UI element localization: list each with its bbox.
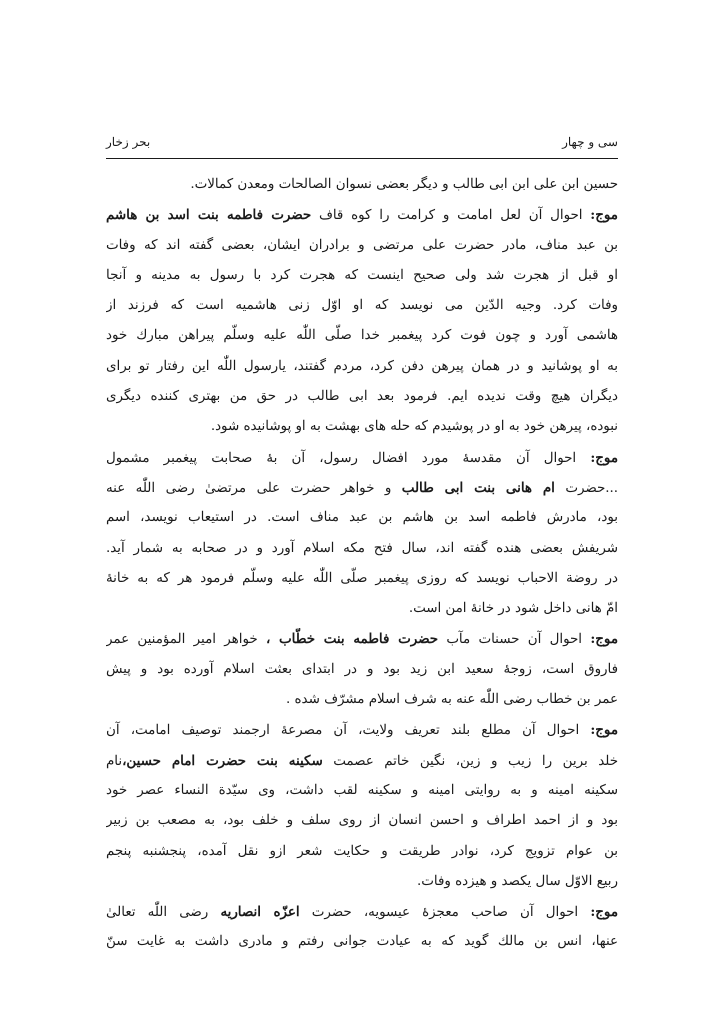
text-run: بود و از احمد اطراف و احسن انسان از روی سلف و خلف بود، به مصعب بن زبیر: [106, 813, 618, 829]
bold-phrase: موج:: [590, 449, 618, 466]
text-line: [106, 564, 618, 594]
book-title: بحر زخار: [106, 135, 151, 149]
text-line: [106, 291, 618, 321]
text-run: و خواهر حضرت علی مرتضیٰ رضی اللّٰه عنه: [106, 480, 402, 496]
text-run: خواهر امیر المؤمنین عمر: [106, 632, 266, 648]
text-run: بود، مادرش فاطمه اسد بن هاشم بن عبد مناف است. در استیعاب نویسد، اسم: [106, 510, 618, 526]
text-run: احوال آن حسنات مآب: [438, 632, 591, 648]
running-header: [106, 134, 618, 150]
text-line: [106, 321, 618, 351]
text-line: [106, 200, 618, 230]
text-line: [106, 624, 618, 654]
text-run: حسین ابن علی ابن ابی طالب و دیگر بعضی نسوان الصالحات ومعدن کمالات.: [190, 177, 618, 192]
text-line: [106, 715, 618, 745]
text-run: شریفش بعضی هنده گفته اند، سال فتح مکه اسلام آورد و در صحابه به شمار آید.: [106, 540, 618, 556]
text-run: ...حضرت: [554, 480, 618, 496]
bold-phrase: حضرت فاطمه بنت اسد بن هاشم: [106, 207, 312, 224]
text-run: وفات کرد. وجیه الدّین می نویسد که او اوّل زنی هاشمیه است که فرزند از: [106, 298, 618, 314]
text-line: [106, 746, 618, 776]
text-line: [106, 927, 618, 957]
text-line: [106, 685, 618, 715]
text-run: دیگران هیچ وقت ندیده ایم. فرمود بعد ابی طالب در حق من بهتری کننده دیگری: [106, 389, 618, 405]
text-run: او قبل از هجرت شد ولی صحیح اینست که هجرت کرد با رسول به مدینه و آنجا: [106, 267, 618, 283]
text-line: [106, 594, 618, 624]
header-rule: [106, 158, 618, 159]
text-run: هاشمی آورد و چون فوت کرد پیغمبر خدا صلّی اللّٰه علیه وسلّم پیراهن مبارك خود: [106, 328, 618, 344]
text-run: احوال آن لعل امامت و کرامت را کوه قاف: [311, 208, 591, 224]
text-run: احوال آن صاحب معجزهٔ عیسویه، حضرت: [299, 905, 591, 921]
bold-phrase: ام هانی بنت ابی طالب: [401, 479, 555, 496]
text-run: عمر بن خطاب رضی اللّٰه عنه به شرف اسلام مشرّف شده .: [286, 692, 618, 708]
text-run: ربیع الاوّل سال یکصد و هیزده وفات.: [417, 873, 618, 889]
text-run: خلد برین را زیب و زین، نگین خاتم عصمت: [322, 753, 618, 769]
text-run: امّ هانی داخل شود در خانۀ امن است.: [408, 601, 618, 617]
bold-phrase: موج:: [590, 631, 618, 648]
text-line: [106, 473, 618, 503]
bold-phrase: اعزّه انصاریه: [220, 904, 300, 921]
page-label: سی و چهار: [562, 135, 618, 149]
text-run: در روضة الاحباب نویسد که روزی پیغمبر صلّی اللّٰه علیه وسلّم فرمود هر که به خانۀ: [106, 570, 618, 586]
bold-phrase: سکینه بنت حضرت امام حسین،: [122, 752, 323, 769]
text-run: بن عوام تزویج کرد، نوادر طریقت و حکایت شعر ازو نقل آمده، پنجشنبه پنجم: [106, 843, 618, 859]
bold-phrase: موج:: [590, 207, 618, 224]
text-line: [106, 503, 618, 533]
text-line: [106, 867, 618, 897]
text-line: [106, 534, 618, 564]
text-run: نام: [106, 753, 123, 769]
text-run: نبوده، پیرهن خود به او در پوشیدم که حله های بهشت به او پوشانیده شود.: [210, 419, 618, 435]
text-run: فاروق است، زوجهٔ سعید ابن زید بود و در ابتدای بعثت اسلام آورده بود و پیش: [106, 661, 618, 677]
text-line: [106, 776, 618, 806]
text-run: احوال آن مقدسهٔ مورد افضال رسول، آن بهٔ صحابت پیغمبر مشمول: [106, 450, 591, 466]
bold-phrase: موج:: [590, 904, 618, 921]
text-line: [106, 655, 618, 685]
text-run: به او پوشانید و در همان پیرهن دفن کرد، مردم گفتند، یارسول اللّٰه این رفتار تو برای: [106, 358, 618, 374]
text-line: [106, 806, 618, 836]
text-line: [106, 231, 618, 261]
text-line: [106, 443, 618, 473]
text-run: عنها، انس بن مالك گوید که به عیادت جوانی رفتم و مادری داشت به غایت سنّ: [106, 934, 618, 950]
text-run: رضی اللّٰه تعالیٰ: [106, 905, 221, 921]
text-run: احوال آن مطلع بلند تعریف ولایت، آن مصرعهٔ ارجمند توصیف امامت، آن: [106, 723, 591, 739]
text-line: [106, 261, 618, 291]
text-run: سکینه امینه و به روایتی امینه و سکینه لقب داشت، وی سیّدة النساء عصر خود: [106, 782, 618, 798]
text-line: [106, 382, 618, 412]
text-line: [106, 170, 618, 200]
text-line: [106, 352, 618, 382]
bold-phrase: حضرت فاطمه بنت خطّاب ،: [265, 631, 438, 648]
text-line: [106, 412, 618, 442]
text-line: [106, 897, 618, 927]
text-run: بن عبد مناف، مادر حضرت علی مرتضی و برادران ایشان، بعضی گفته اند که وفات: [106, 237, 618, 253]
bold-phrase: موج:: [590, 722, 618, 739]
text-line: [106, 837, 618, 867]
body-text: [106, 170, 618, 958]
